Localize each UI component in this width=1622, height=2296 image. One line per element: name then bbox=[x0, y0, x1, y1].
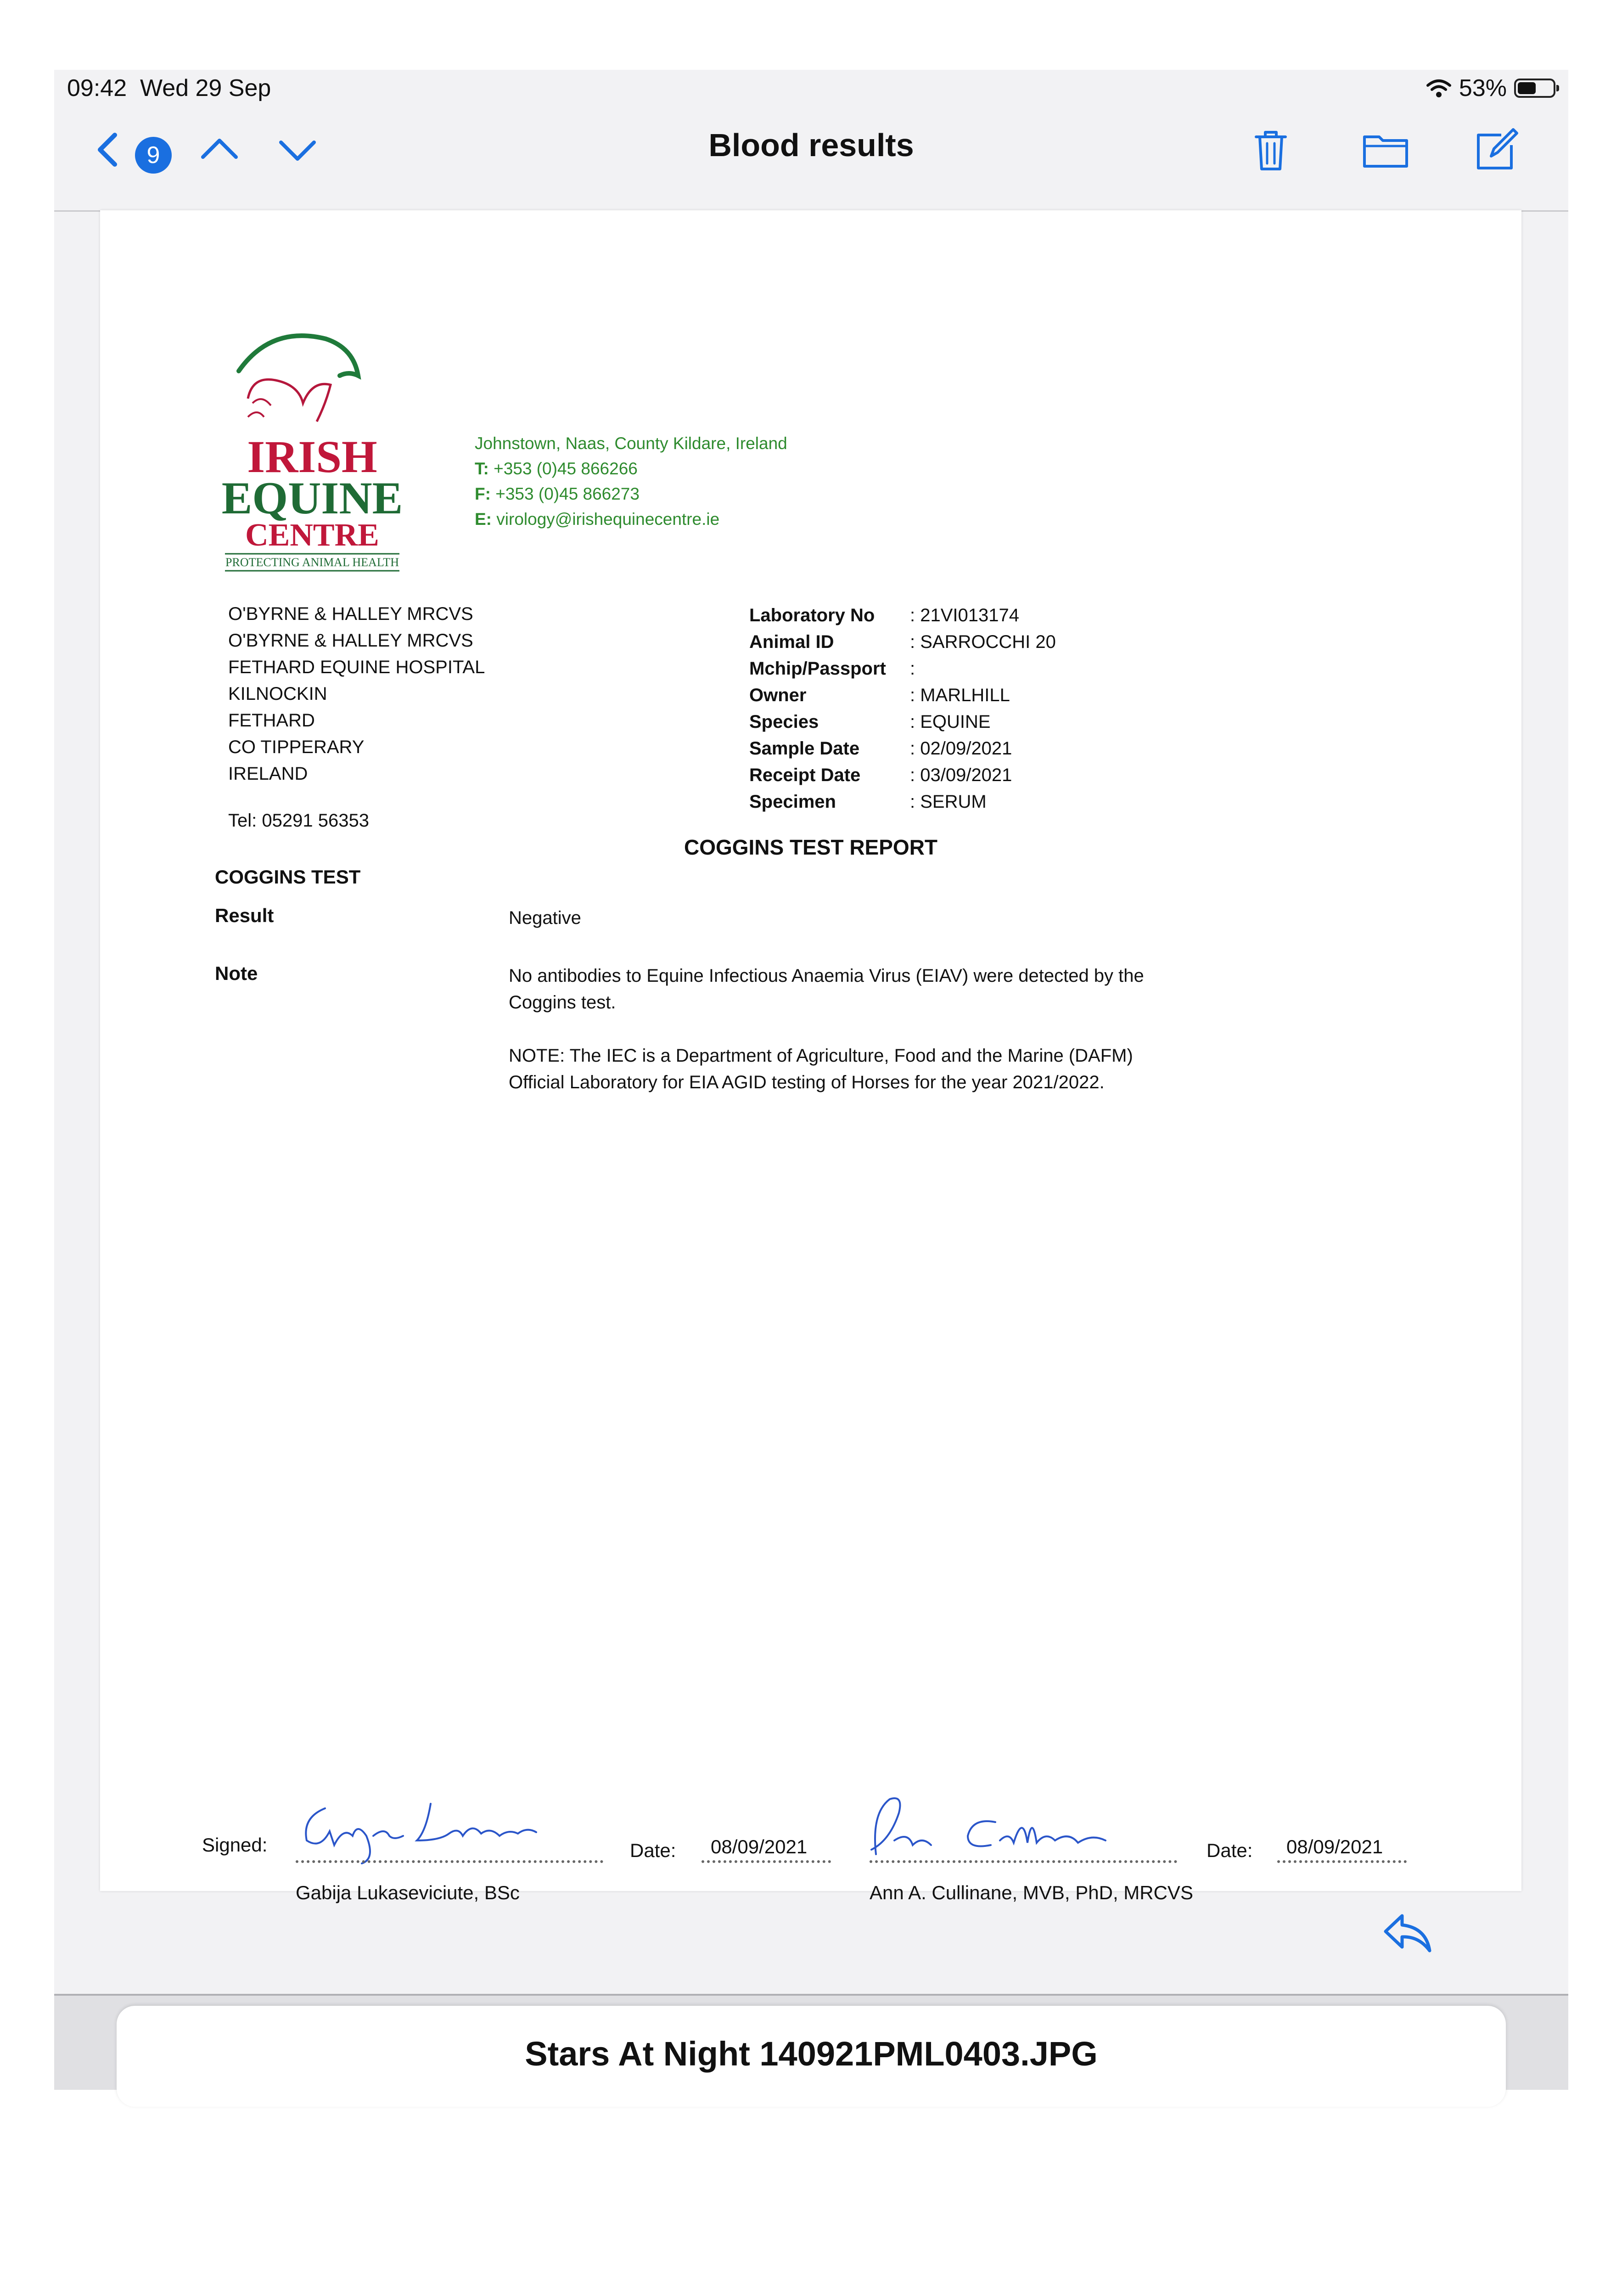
move-to-folder-button[interactable] bbox=[1363, 127, 1409, 173]
compose-button[interactable] bbox=[1473, 127, 1519, 173]
signature-1 bbox=[293, 1790, 550, 1863]
attachment-filename: Stars At Night 140921PML0403.JPG bbox=[525, 2035, 1098, 2073]
wifi-icon bbox=[1426, 78, 1452, 98]
signatory-name-2: Ann A. Cullinane, MVB, PhD, MRCVS bbox=[870, 1882, 1193, 1903]
lab-fax: F: +353 (0)45 866273 bbox=[475, 484, 640, 503]
address-line: O'BYRNE & HALLEY MRCVS bbox=[228, 604, 473, 624]
signature-2 bbox=[862, 1785, 1119, 1863]
status-date: Wed 29 Sep bbox=[140, 75, 271, 101]
battery-icon bbox=[1514, 79, 1555, 98]
nav-title: Blood results bbox=[708, 127, 914, 163]
address-line: FETHARD EQUINE HOSPITAL bbox=[228, 657, 485, 677]
report-title: COGGINS TEST REPORT bbox=[684, 835, 938, 859]
address-line: CO TIPPERARY bbox=[228, 737, 365, 757]
date-line-1 bbox=[702, 1860, 831, 1863]
signatory-name-1: Gabija Lukaseviciute, BSc bbox=[296, 1882, 520, 1903]
signed-label: Signed: bbox=[202, 1834, 268, 1856]
dafm-note-text: NOTE: The IEC is a Department of Agriculture, Food and the Marine (DAFM) Official Laboratory for EIA AGID testing of Horses for the year 2021/2022. bbox=[509, 1046, 1133, 1092]
reply-icon bbox=[1380, 1905, 1435, 1960]
date-value-1: 08/09/2021 bbox=[711, 1836, 808, 1857]
address-line: IRELAND bbox=[228, 764, 308, 784]
signature-line-1 bbox=[296, 1860, 603, 1863]
detail-row: Species : EQUINE bbox=[749, 712, 991, 732]
status-time bbox=[67, 74, 271, 102]
reply-button[interactable] bbox=[1380, 1905, 1435, 1960]
attachment-sheet[interactable] bbox=[117, 2006, 1506, 2107]
svg-text:PROTECTING ANIMAL HEALTH: PROTECTING ANIMAL HEALTH bbox=[225, 556, 399, 569]
note-text: No antibodies to Equine Infectious Anaemia Virus (EIAV) were detected by the Coggins test. bbox=[509, 966, 1144, 1013]
svg-text:EQUINE: EQUINE bbox=[221, 473, 403, 523]
detail-row: Laboratory No : 21VI013174 bbox=[749, 605, 1019, 625]
result-label: Result bbox=[215, 905, 274, 926]
battery-percent: 53% bbox=[1459, 75, 1507, 101]
address-line: FETHARD bbox=[228, 710, 315, 731]
nav-bar bbox=[54, 108, 1568, 212]
folder-icon bbox=[1363, 127, 1409, 173]
trash-icon bbox=[1248, 127, 1294, 173]
lab-contact-block bbox=[475, 431, 787, 532]
address-line: KILNOCKIN bbox=[228, 684, 327, 704]
ipad-screen bbox=[54, 70, 1568, 2088]
detail-row: Receipt Date : 03/09/2021 bbox=[749, 765, 1012, 785]
recipient-address bbox=[228, 601, 485, 787]
detail-row: Specimen : SERUM bbox=[749, 792, 987, 812]
clock: 09:42 bbox=[67, 75, 127, 101]
note-label: Note bbox=[215, 962, 258, 984]
irish-equine-centre-logo bbox=[220, 325, 404, 573]
date-label-2: Date: bbox=[1207, 1840, 1253, 1861]
lab-address: Johnstown, Naas, County Kildare, Ireland bbox=[475, 434, 787, 453]
signature-line-2 bbox=[870, 1860, 1177, 1863]
date-label-1: Date: bbox=[630, 1840, 676, 1861]
svg-text:CENTRE: CENTRE bbox=[245, 518, 379, 553]
attachment-preview[interactable] bbox=[100, 210, 1521, 1903]
detail-row: Animal ID : SARROCCHI 20 bbox=[749, 632, 1056, 652]
lab-phone: T: +353 (0)45 866266 bbox=[475, 459, 638, 478]
compose-icon bbox=[1473, 127, 1519, 173]
result-value: Negative bbox=[509, 908, 581, 928]
detail-row: Sample Date : 02/09/2021 bbox=[749, 738, 1012, 759]
detail-row: Mchip/Passport : bbox=[749, 658, 915, 679]
recipient-phone: Tel: 05291 56353 bbox=[228, 810, 369, 831]
date-value-2: 08/09/2021 bbox=[1286, 1836, 1383, 1857]
status-indicators bbox=[1426, 74, 1555, 102]
status-bar bbox=[54, 70, 1568, 108]
test-title: COGGINS TEST bbox=[215, 866, 361, 888]
unread-count-badge: 9 bbox=[135, 137, 172, 174]
lab-email: E: virology@irishequinecentre.ie bbox=[475, 510, 720, 529]
date-line-2 bbox=[1277, 1860, 1407, 1863]
svg-text:IRISH: IRISH bbox=[247, 431, 377, 482]
detail-row: Owner : MARLHILL bbox=[749, 685, 1010, 705]
trash-button[interactable] bbox=[1248, 127, 1294, 173]
address-line: O'BYRNE & HALLEY MRCVS bbox=[228, 630, 473, 651]
sample-details bbox=[749, 602, 1056, 815]
